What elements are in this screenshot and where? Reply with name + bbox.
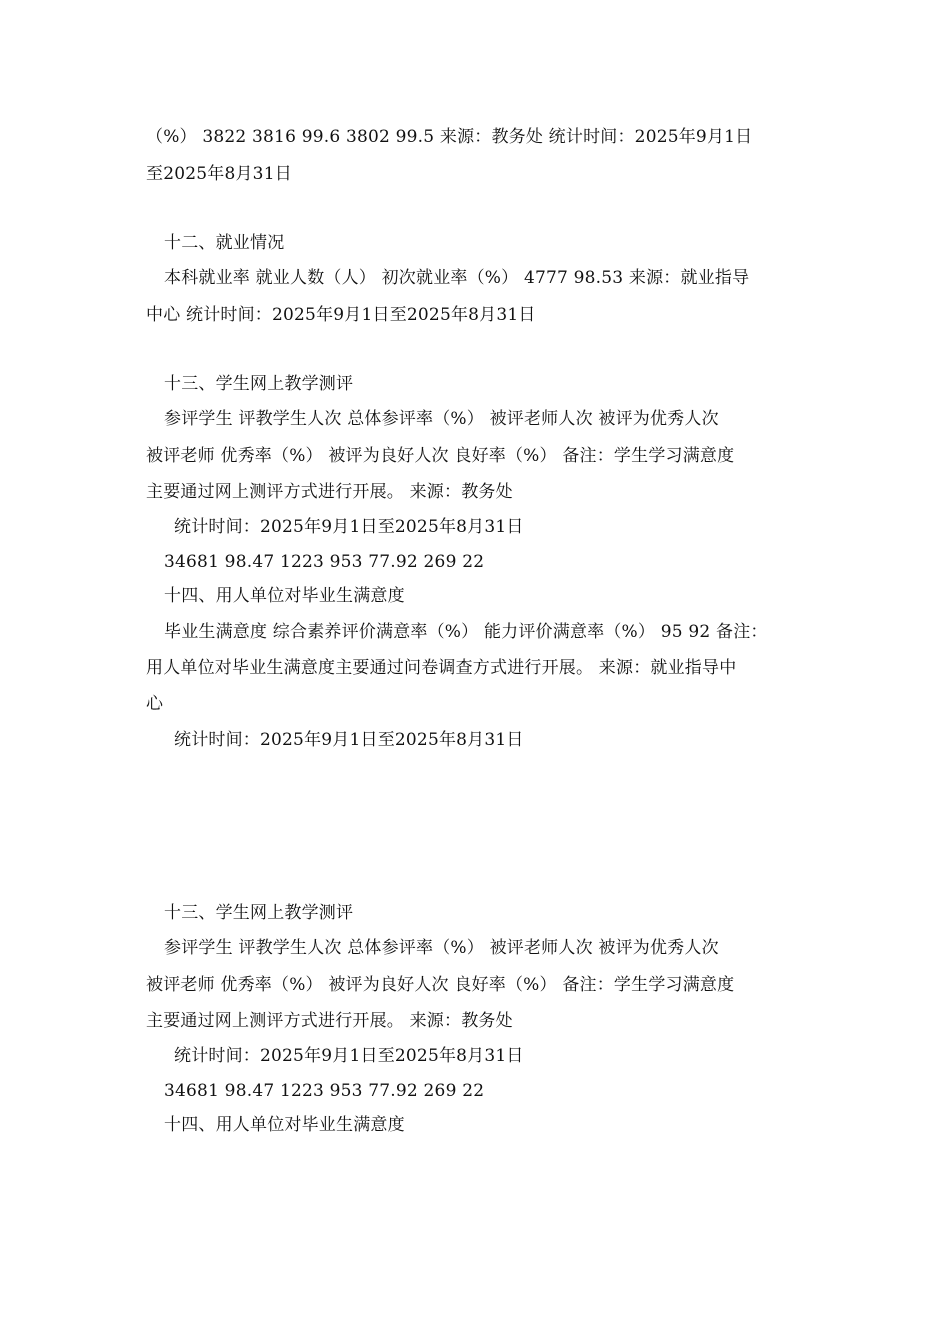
text-line: 心	[146, 694, 164, 714]
text-line: 统计时间：2025年9月1日至2025年8月31日	[174, 730, 524, 750]
text-line: 被评老师 优秀率（%） 被评为良好人次 良好率（%） 备注：学生学习满意度	[146, 446, 735, 466]
section-heading: 十四、用人单位对毕业生满意度	[164, 586, 405, 606]
text-line: 毕业生满意度 综合素养评价满意率（%） 能力评价满意率（%） 95 92 备注：	[164, 622, 768, 642]
text-line: 主要通过网上测评方式进行开展。 来源：教务处	[146, 1011, 513, 1031]
text-line: 统计时间：2025年9月1日至2025年8月31日	[174, 1046, 524, 1066]
text-line: 被评老师 优秀率（%） 被评为良好人次 良好率（%） 备注：学生学习满意度	[146, 975, 735, 995]
text-line: （%） 3822 3816 99.6 3802 99.5 来源：教务处 统计时间：2025年9月1日	[146, 127, 753, 147]
text-line: 34681 98.47 1223 953 77.92 269 22	[164, 552, 485, 572]
text-line: 统计时间：2025年9月1日至2025年8月31日	[174, 517, 524, 537]
text-line: 参评学生 评教学生人次 总体参评率（%） 被评老师人次 被评为优秀人次	[164, 938, 719, 958]
section-heading: 十三、学生网上教学测评	[164, 374, 354, 394]
section-heading: 十四、用人单位对毕业生满意度	[164, 1115, 405, 1135]
text-line: 参评学生 评教学生人次 总体参评率（%） 被评老师人次 被评为优秀人次	[164, 409, 719, 429]
section-heading: 十二、就业情况	[164, 233, 285, 253]
section-heading: 十三、学生网上教学测评	[164, 903, 354, 923]
text-line: 主要通过网上测评方式进行开展。 来源：教务处	[146, 482, 513, 502]
text-line: 34681 98.47 1223 953 77.92 269 22	[164, 1081, 485, 1101]
text-line: 本科就业率 就业人数（人） 初次就业率（%） 4777 98.53 来源：就业指导	[164, 268, 750, 288]
text-line: 用人单位对毕业生满意度主要通过问卷调查方式进行开展。 来源：就业指导中	[146, 658, 737, 678]
text-line: 至2025年8月31日	[146, 164, 292, 184]
text-line: 中心 统计时间：2025年9月1日至2025年8月31日	[146, 305, 536, 325]
